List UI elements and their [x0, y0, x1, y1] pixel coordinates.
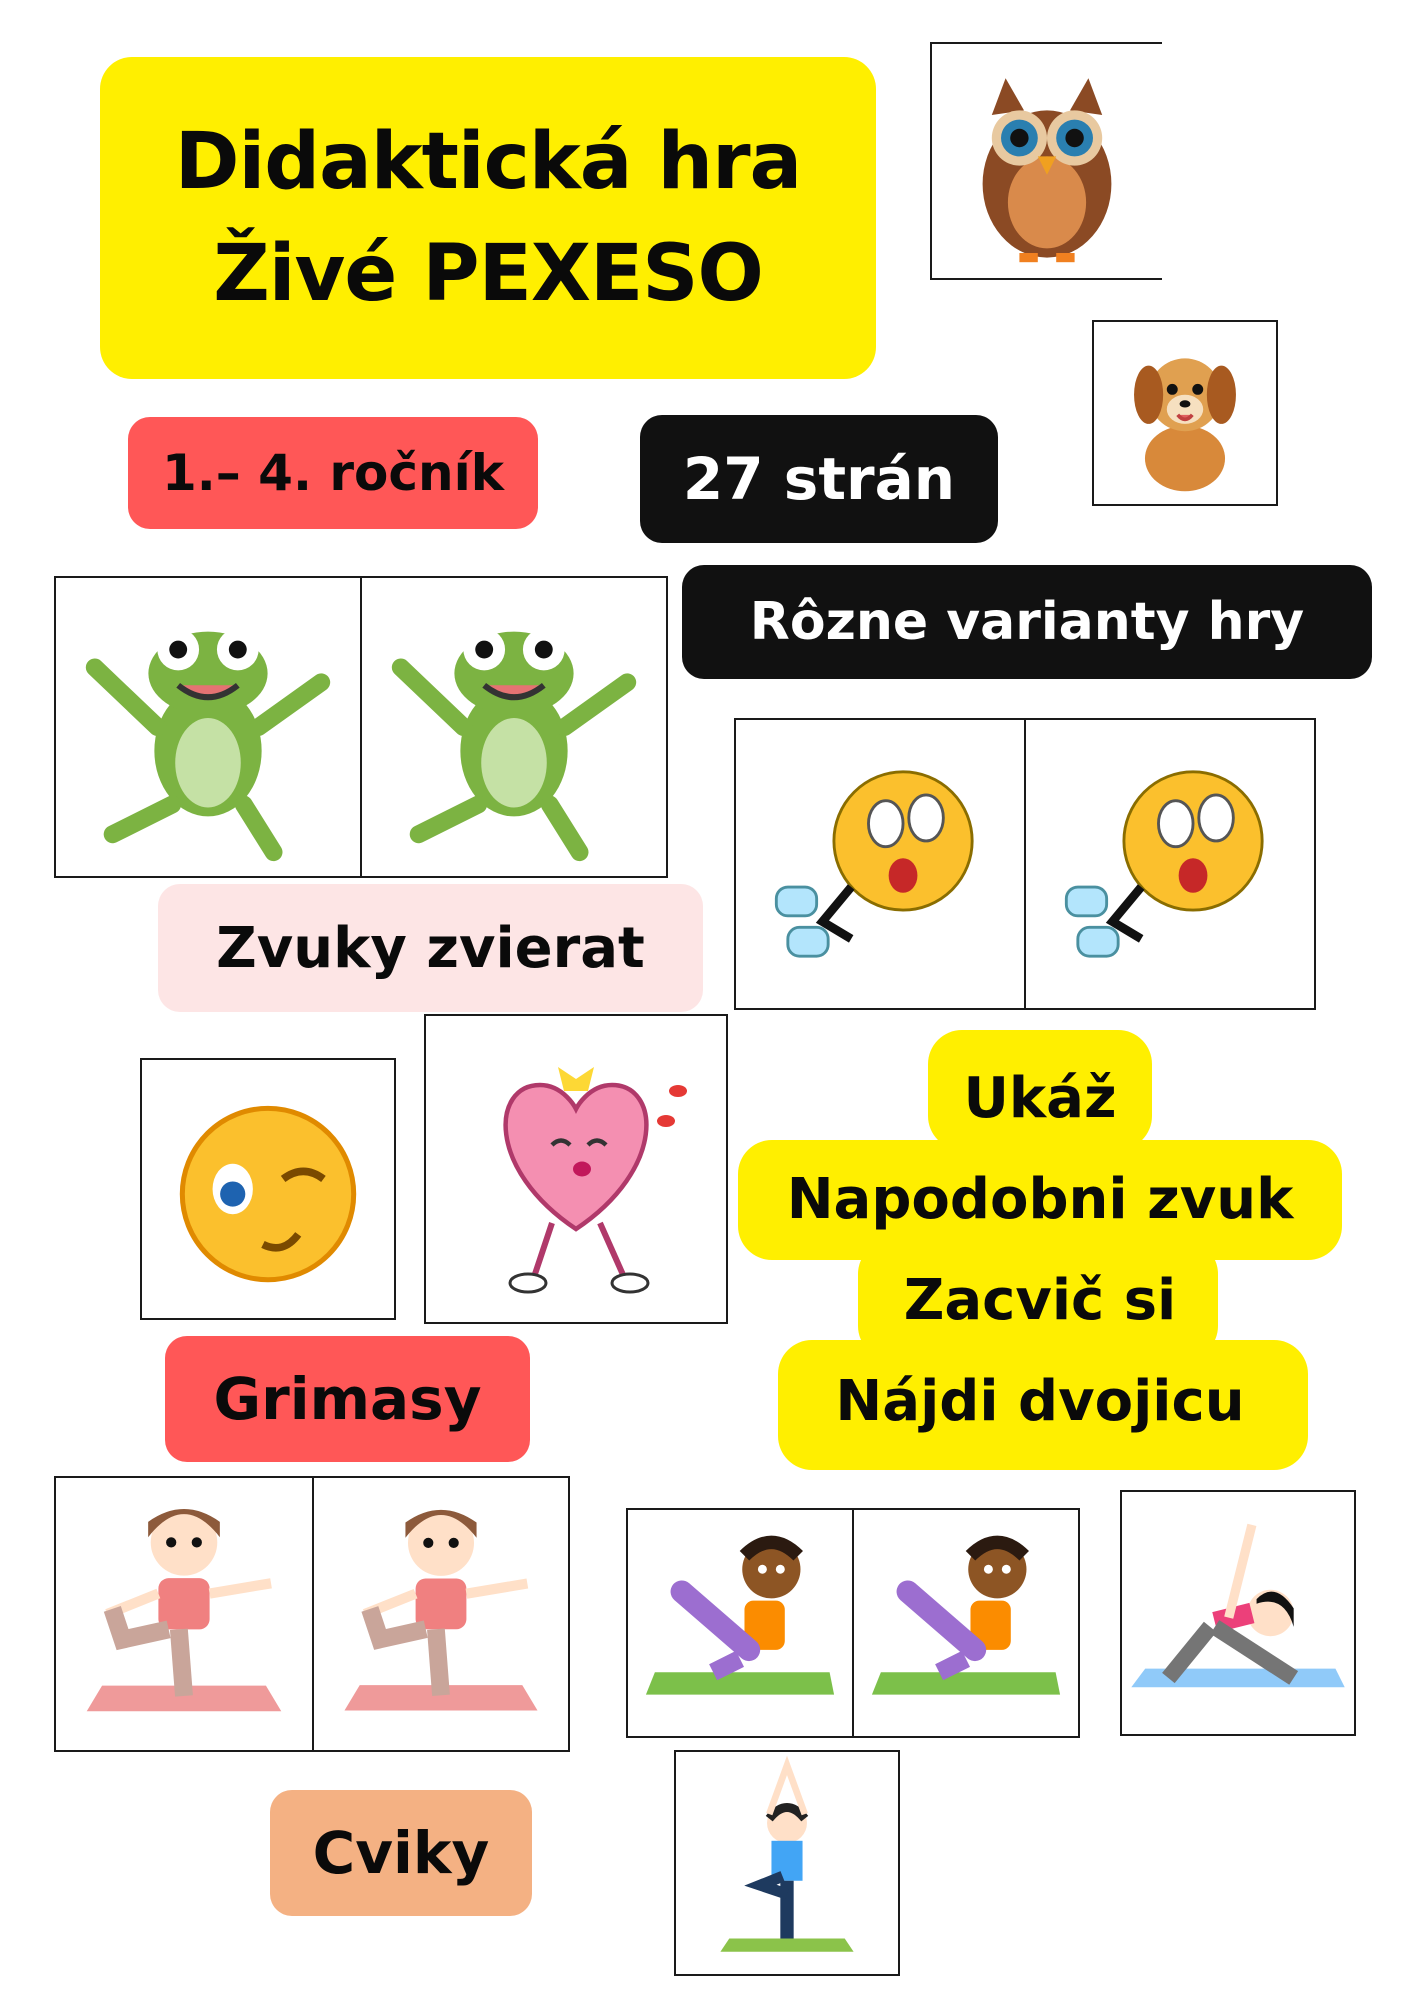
emoji-exercise-card-1 [734, 718, 1026, 1010]
dog-card [1092, 320, 1278, 506]
owl-card [930, 42, 1162, 280]
emoji-exercise-icon [736, 720, 1024, 1008]
grade-badge: 1.– 4. ročník [128, 417, 538, 529]
animal-sounds-badge: Zvuky zvierat [158, 884, 703, 1012]
emoji-exercise-icon [1026, 720, 1314, 1008]
heart-kiss-icon [426, 1016, 726, 1322]
tree-pose-icon [676, 1752, 898, 1974]
tree-pose-card [674, 1750, 900, 1976]
mode-imitate-sound: Napodobni zvuk [786, 1167, 1294, 1232]
boy-boat-pose-icon [854, 1510, 1078, 1736]
triangle-pose-icon [1122, 1492, 1354, 1734]
emoji-exercise-card-2 [1024, 718, 1316, 1010]
mode-find-pair: Nájdi dvojicu [835, 1369, 1245, 1434]
grimaces-badge: Grimasy [165, 1336, 530, 1462]
dog-icon [1094, 322, 1276, 504]
girl-yoga-icon [314, 1478, 568, 1750]
owl-icon [932, 44, 1162, 278]
frog-card-2 [360, 576, 668, 878]
frog-icon [56, 578, 360, 876]
mode-exercise: Zacvič si [903, 1268, 1177, 1333]
girl-yoga-icon [56, 1478, 312, 1750]
mode-show: Ukáž [963, 1066, 1117, 1131]
pages-badge: 27 strán [640, 415, 998, 543]
title-line-1: Didaktická hra [174, 117, 802, 207]
heart-kiss-card [424, 1014, 728, 1324]
exercises-badge: Cviky [270, 1790, 532, 1916]
triangle-pose-card [1120, 1490, 1356, 1736]
frog-icon [362, 578, 666, 876]
title-line-2: Živé PEXESO [213, 229, 763, 319]
boy-boat-pose-card-1 [626, 1508, 854, 1738]
boy-boat-pose-card-2 [852, 1508, 1080, 1738]
frog-card-1 [54, 576, 362, 878]
boy-boat-pose-icon [628, 1510, 852, 1736]
girl-yoga-card-2 [312, 1476, 570, 1752]
title-box [100, 57, 876, 379]
wink-emoji-card [140, 1058, 396, 1320]
game-modes-panel [738, 1030, 1342, 1470]
variants-badge: Rôzne varianty hry [682, 565, 1372, 679]
wink-emoji-icon [142, 1060, 394, 1318]
girl-yoga-card-1 [54, 1476, 314, 1752]
